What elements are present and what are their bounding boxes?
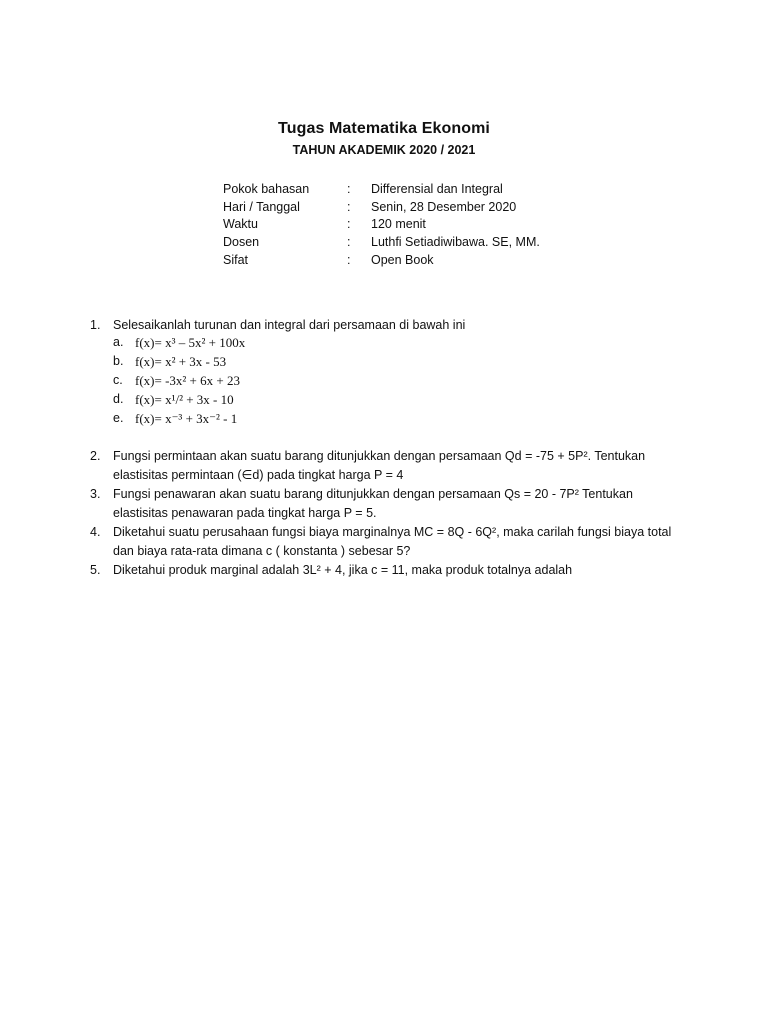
question-number: 5. [90, 563, 101, 577]
info-label: Waktu [223, 217, 258, 232]
info-value: Senin, 28 Desember 2020 [371, 199, 517, 214]
question-text-line: dan biaya rata-rata dimana c ( konstanta ) sebesar 5? [113, 544, 411, 558]
equation: f(x)= x³ – 5x² + 100x [135, 335, 246, 350]
question-text-line: Diketahui suatu perusahaan fungsi biaya marginalnya MC = 8Q - 6Q², maka carilah fungsi biaya total [113, 525, 672, 539]
item-letter: d. [113, 392, 124, 406]
info-label: Sifat [223, 252, 249, 267]
info-colon: : [347, 235, 351, 250]
question-text-line: elastisitas permintaan (∈d) pada tingkat harga P = 4 [113, 468, 404, 482]
document-title: Tugas Matematika Ekonomi [278, 120, 490, 137]
item-letter: b. [113, 354, 124, 368]
equation: f(x)= x¹/² + 3x - 10 [135, 392, 234, 407]
item-letter: a. [113, 335, 124, 349]
info-colon: : [347, 252, 351, 267]
equation: f(x)= -3x² + 6x + 23 [135, 373, 240, 388]
info-colon: : [347, 182, 351, 196]
info-label: Hari / Tanggal [223, 199, 300, 214]
info-label: Pokok bahasan [223, 182, 310, 196]
equation: f(x)= x² + 3x - 53 [135, 354, 227, 369]
info-value: Luthfi Setiadiwibawa. SE, MM. [371, 235, 540, 250]
question-text-line: Selesaikanlah turunan dan integral dari persamaan di bawah ini [113, 318, 466, 332]
info-value: 120 menit [371, 217, 426, 232]
question-text-line: elastisitas penawaran pada tingkat harga P = 5. [113, 506, 377, 520]
info-colon: : [347, 199, 351, 214]
info-colon: : [347, 217, 351, 232]
academic-year-subtitle: TAHUN AKADEMIK 2020 / 2021 [292, 143, 476, 157]
question-number: 1. [90, 318, 101, 332]
equation: f(x)= x⁻³ + 3x⁻² - 1 [135, 411, 238, 426]
question-text-line: Fungsi penawaran akan suatu barang ditunjukkan dengan persamaan Qs = 20 - 7P² Tentukan [113, 487, 633, 501]
question-text-line: Diketahui produk marginal adalah 3L² + 4, jika c = 11, maka produk totalnya adalah [113, 563, 573, 577]
question-number: 2. [90, 449, 101, 463]
info-value: Open Book [371, 252, 434, 267]
question-text-line: Fungsi permintaan akan suatu barang ditunjukkan dengan persamaan Qd = -75 + 5P². Tentukan [113, 449, 646, 463]
item-letter: c. [113, 373, 123, 387]
question-number: 4. [90, 525, 101, 539]
question-number: 3. [90, 487, 101, 501]
info-value: Differensial dan Integral [371, 182, 503, 196]
info-label: Dosen [223, 235, 260, 250]
item-letter: e. [113, 411, 124, 425]
